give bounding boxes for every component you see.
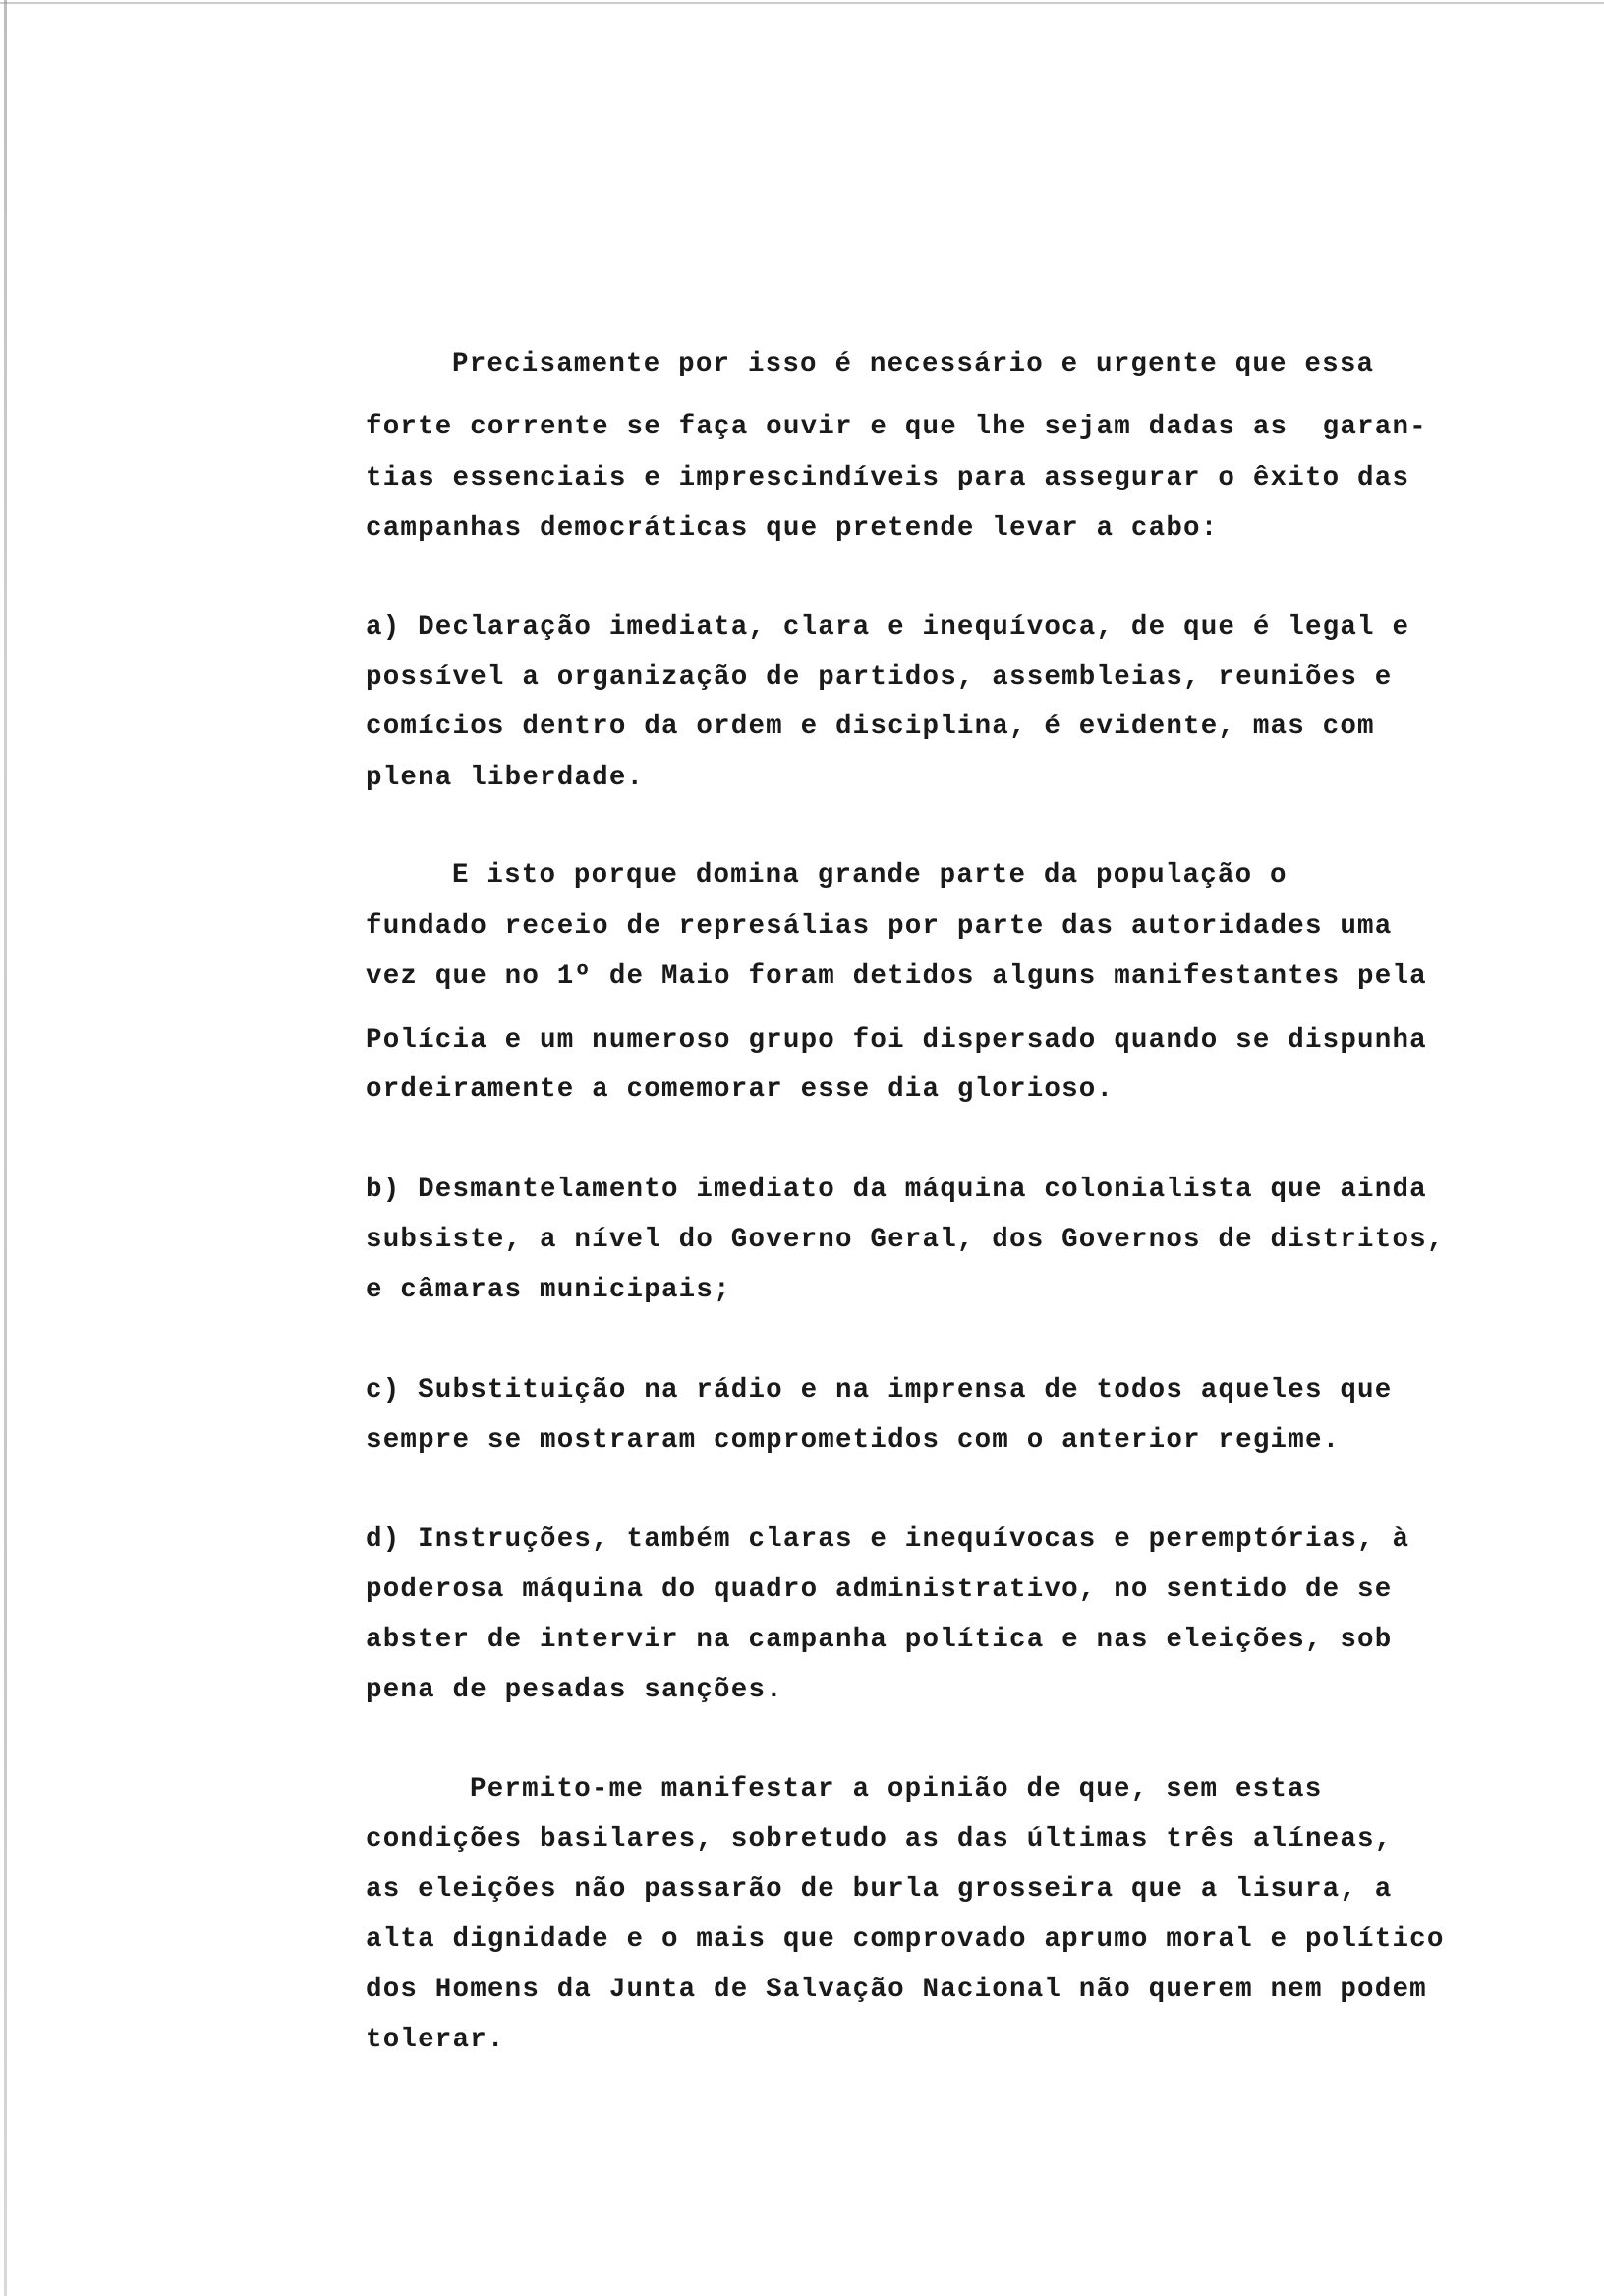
text-line: campanhas democráticas que pretende levar a cabo:	[366, 513, 1219, 544]
page-top-edge	[0, 2, 1604, 4]
text-line: alta dignidade e o mais que comprovado aprumo moral e político	[366, 1924, 1445, 1955]
text-line: e câmaras municipais;	[366, 1275, 731, 1305]
text-line: tias essenciais e imprescindíveis para assegurar o êxito das	[366, 463, 1410, 493]
text-line: d) Instruções, também claras e inequívocas e peremptórias, à	[366, 1524, 1410, 1555]
text-line: b) Desmantelamento imediato da máquina colonialista que ainda	[366, 1175, 1427, 1205]
text-line: dos Homens da Junta de Salvação Nacional não querem nem podem	[366, 1975, 1427, 2005]
text-line: vez que no 1º de Maio foram detidos alguns manifestantes pela	[366, 961, 1427, 992]
text-line: tolerar.	[366, 2025, 505, 2055]
text-line: plena liberdade.	[366, 763, 645, 793]
text-line: ordeiramente a comemorar esse dia glorioso.	[366, 1074, 1115, 1105]
text-line: abster de intervir na campanha política e nas eleições, sob	[366, 1625, 1393, 1655]
text-line: possível a organização de partidos, assembleias, reuniões e	[366, 662, 1393, 693]
text-line: fundado receio de represálias por parte das autoridades uma	[366, 911, 1393, 942]
text-line: poderosa máquina do quadro administrativo, no sentido de se	[366, 1575, 1393, 1605]
text-line: c) Substituição na rádio e na imprensa de todos aqueles que	[366, 1375, 1393, 1406]
text-line: pena de pesadas sanções.	[366, 1675, 783, 1705]
text-line: condições basilares, sobretudo as das últimas três alíneas,	[366, 1824, 1393, 1855]
text-line: forte corrente se faça ouvir e que lhe sejam dadas as garan-	[366, 412, 1427, 442]
text-line: subsiste, a nível do Governo Geral, dos Governos de distritos,	[366, 1225, 1445, 1255]
text-line: Permito-me manifestar a opinião de que, sem estas	[470, 1774, 1323, 1805]
text-line: E isto porque domina grande parte da população o	[452, 860, 1288, 890]
page-left-edge	[4, 0, 7, 2296]
text-line: Polícia e um numeroso grupo foi dispersado quando se dispunha	[366, 1025, 1427, 1056]
text-line: Precisamente por isso é necessário e urgente que essa	[452, 349, 1375, 379]
text-line: a) Declaração imediata, clara e inequívoca, de que é legal e	[366, 612, 1410, 643]
text-line: sempre se mostraram comprometidos com o anterior regime.	[366, 1425, 1341, 1456]
text-line: as eleições não passarão de burla grosseira que a lisura, a	[366, 1874, 1393, 1905]
text-line: comícios dentro da ordem e disciplina, é evidente, mas com	[366, 712, 1375, 742]
